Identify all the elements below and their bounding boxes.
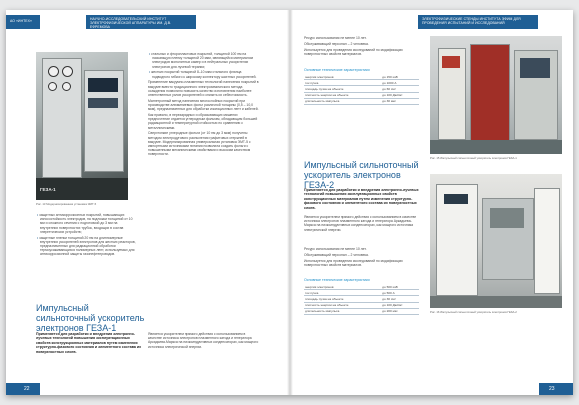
figure-caption-16: Рис. 16 Импульсный сильноточный ускоритель электронов ГЕЗА-2 bbox=[430, 310, 517, 314]
bullet-item: • защитные пленки толщиной 20 нм на длинномерные внутренних ускорителей электронов для жестких реакторов, предназначенных для радиационной обработки термоусаживающихся полимерных лент, используемых для антикоррозионной защиты газонефтепроводов. bbox=[36, 236, 136, 257]
spec-table-2 bbox=[304, 284, 419, 315]
staff-line: Обслуживающий персонал – 2 человека. bbox=[304, 41, 369, 46]
bullet-item: • жестких покрытий толщиной 8–10 мкм стального фланца подводного гибкого к широкому коллектору шахтных ускорителей. bbox=[148, 70, 260, 78]
figure-caption-15: Рис. 15 Импульсный сильноточный ускоритель электронов ГЕЗА-1 bbox=[430, 156, 517, 160]
left-col1-bullets bbox=[36, 213, 136, 258]
lab-equipment-photo bbox=[36, 52, 128, 200]
section-heading-geza2: Импульсный сильноточный ускоритель электронов ГЕЗА-2 bbox=[304, 160, 419, 190]
table-row: площадь пучка на объекте до 60 см² bbox=[304, 86, 419, 92]
runhead-company: АО «ИНТЕХ» bbox=[10, 19, 33, 23]
staff-line: Обслуживающий персонал – 2 человека. bbox=[304, 252, 369, 257]
runhead-institute: НАУЧНО-ИССЛЕДОВАТЕЛЬСКИЙ ИНСТИТУТ ЭЛЕКТРОФИЗИЧЕСКОЙ АППАРАТУРЫ ИМ. Д.В. ЕФРЕМОВА bbox=[90, 17, 172, 29]
body-paragraph: Является ускорителем прямого действия с использованием в качестве источника электронов плазменного катода и генератора Аркадьева-Маркса на низкоиндуктивных конденсаторах, как мощного источника электрической энергии. bbox=[148, 332, 259, 349]
spec-title-1: Основные технические характеристики bbox=[304, 68, 370, 72]
right-page bbox=[290, 10, 573, 395]
page-number-right: 23 bbox=[539, 383, 573, 395]
usage-line: Используется для проведения исследований по модификации поверхностных свойств материалов. bbox=[304, 258, 403, 267]
page-number-left: 22 bbox=[6, 383, 40, 395]
paragraph: Как правило, в перезарядных и сбрасывающих мишенях предпочтение отдается углеродным фольгам, обладающим большей радиационной и температурной стойкостью по сравнению с металлическими. bbox=[148, 113, 258, 130]
table-row: плотность энергии на объекте до 100 Дж/см² bbox=[304, 92, 419, 98]
paragraph: Магнетронный метод нанесения многослойных покрытий при производстве алюминиевых фольг различной толщины (0,5 – 10,0 мкм), предназначенных для обработки изоляционных лент и кабелей. bbox=[148, 98, 259, 112]
spec-title-2: Основные технические характеристики bbox=[304, 278, 370, 282]
table-row: длительность импульса до 200 мкс bbox=[304, 308, 419, 314]
table-row: длительность импульса до 30 мкс bbox=[304, 98, 419, 104]
lead-paragraph-2: Применяется для разработки и внедрения электронно-лучевых технологий повышения эксплуатационных свойств конструкционных материалов путем изменения структурно-фазового состояния и элементного состава их поверхностных слоев. bbox=[304, 188, 419, 210]
paragraph: Сверхтонкие углеродные фольги (от 10 нм до 3 мкм) получены методом электродугового распыления графитовых стержней в вакууме. Модернизированная универсальная установка ЭМТ-5 с импортными источниками питания позволила создать фольги с повышенными механическими свойствами и высоким качеством поверхности. bbox=[148, 131, 251, 157]
table-row: ток пучка до 1000 А bbox=[304, 80, 419, 86]
resource-line: Ресурс использования не менее 10 лет. bbox=[304, 247, 367, 251]
geza2-photo bbox=[430, 174, 562, 308]
section-heading-geza1: Импульсный сильноточный ускоритель электронов ГЕЗА-1 bbox=[36, 303, 145, 333]
table-row: плотность энергии на объекте до 100 Дж/см² bbox=[304, 302, 419, 308]
magazine-spread bbox=[6, 10, 573, 395]
figure-caption-13: Рис. 13 Модернизированная установка ЭМТ-5 bbox=[36, 202, 97, 206]
usage-line: Используется для проведения исследований по модификации поверхностных свойств материалов. bbox=[304, 47, 403, 56]
bullet-item: • защитных антикоррозионных покрытий, повышающих износостойкость электродов, на подложки толщиной от 10 мм и сложного сечения с подготовкой до 3 мм на внутренних поверхностях трубок, входящих в состав энергетических устройств; bbox=[36, 213, 136, 234]
runhead-stands: ЭЛЕКТРОФИЗИЧЕСКИЕ СТЕНДЫ ИНСТИТУТА ЭФИМ ДЛЯ ПРОВЕДЕНИЯ ИСПЫТАНИЙ И ИССЛЕДОВАНИЙ bbox=[422, 17, 521, 25]
equipment-label: ГЕЗА-1 bbox=[40, 187, 56, 192]
right-top-text bbox=[304, 36, 419, 58]
bullet-item: • стальных и фторопластовых покрытий, толщиной 100 нм на ласкающую пленку толщиной 20 мкм, являющейся материалом электродов монолитных камер и в нейтральных ускорителях электронов для лучевой терапии; bbox=[148, 52, 260, 69]
geza1-photo bbox=[430, 36, 562, 154]
paragraph: Применение вакуумно-плазменных технологий нанесения покрытий в вакууме вместо традиционного электрохимического метода осаждения позволило повысить качество изготовления наиболее ответственных узлов ускорителей и снизить их себестоимость. bbox=[148, 80, 259, 98]
table-row: ток пучка до 500 А bbox=[304, 290, 419, 296]
left-col2-text bbox=[148, 52, 260, 158]
resource-line: Ресурс использования не менее 10 лет. bbox=[304, 36, 367, 40]
table-row: энергия электронов до 500 кэВ bbox=[304, 284, 419, 290]
left-page bbox=[6, 10, 290, 395]
lead-paragraph: Применяется для разработки и внедрения электронно-лучевых технологий повышения эксплуатационных свойств конструкционных материалов путем изменения структурно-фазового состояния и элементного состава их поверхностных слоев. bbox=[36, 332, 142, 354]
right-mid-text bbox=[304, 247, 419, 269]
table-row: площадь пучка на объекте до 30 см² bbox=[304, 296, 419, 302]
spec-table-1 bbox=[304, 74, 419, 105]
body-paragraph-2: Является ускорителем прямого действия с использованием в качестве источника электронов плазменного катода и генератора Аркадьева-Маркса на низкоиндуктивных конденсаторах, как мощного источника электрической энергии. bbox=[304, 215, 417, 232]
table-row: энергия электронов до 150 кэВ bbox=[304, 74, 419, 80]
